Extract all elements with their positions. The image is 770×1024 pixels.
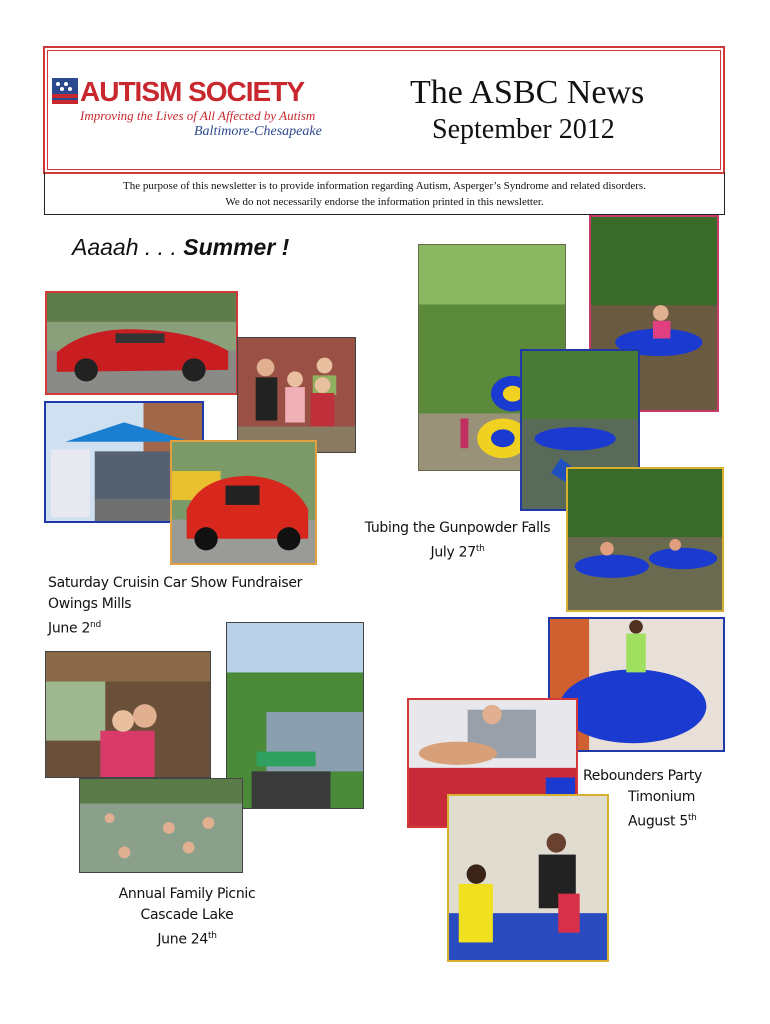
caption-rebounders bbox=[583, 766, 723, 833]
caption-picnic bbox=[100, 884, 274, 951]
headline-bold: Summer ! bbox=[183, 234, 290, 260]
photo-three-kids bbox=[237, 337, 356, 453]
caption-rebounders-line1: Rebounders Party bbox=[583, 768, 703, 784]
puzzle-flag-icon bbox=[52, 78, 78, 104]
logo-chapter: Baltimore-Chesapeake bbox=[194, 124, 322, 139]
purpose-line-1: The purpose of this newsletter is to provide information regarding Autism, Asperger’s Syndrome and related disorders. bbox=[123, 180, 646, 192]
photo-group-tubing bbox=[566, 467, 724, 612]
logo-wordmark: AUTISM SOCIETY bbox=[80, 76, 305, 107]
photo-lake-dock bbox=[226, 622, 364, 809]
newsletter-title: The ASBC News bbox=[410, 74, 645, 111]
headline-lead: Aaaah . . . bbox=[72, 234, 184, 260]
photo-picnic-pavilion bbox=[45, 651, 211, 778]
caption-tubing-date: July 27th bbox=[430, 544, 485, 561]
purpose-statement bbox=[44, 172, 725, 215]
caption-car-show-line1: Saturday Cruisin Car Show Fundraiser bbox=[48, 575, 303, 591]
caption-picnic-line2: Cascade Lake bbox=[140, 907, 234, 923]
purpose-line-2: We do not necessarily endorse the information printed in this newsletter. bbox=[225, 196, 544, 208]
caption-picnic-date: June 24th bbox=[157, 931, 217, 948]
page-headline bbox=[72, 234, 289, 261]
caption-rebounders-line2: Timonium bbox=[628, 789, 696, 805]
caption-tubing-line1: Tubing the Gunpowder Falls bbox=[364, 520, 551, 536]
caption-car-show bbox=[48, 573, 302, 640]
photo-vintage-red-car bbox=[170, 440, 317, 565]
caption-picnic-line1: Annual Family Picnic bbox=[118, 886, 256, 902]
photo-red-sports-car bbox=[45, 291, 238, 395]
photo-swimming-lake bbox=[79, 778, 243, 873]
logo-tagline: Improving the Lives of All Affected by Autism bbox=[80, 108, 316, 123]
caption-tubing bbox=[350, 518, 565, 564]
caption-car-show-date: June 2nd bbox=[48, 620, 101, 637]
issue-date: September 2012 bbox=[432, 114, 615, 145]
caption-car-show-line2: Owings Mills bbox=[48, 596, 132, 612]
caption-rebounders-date: August 5th bbox=[628, 813, 697, 830]
